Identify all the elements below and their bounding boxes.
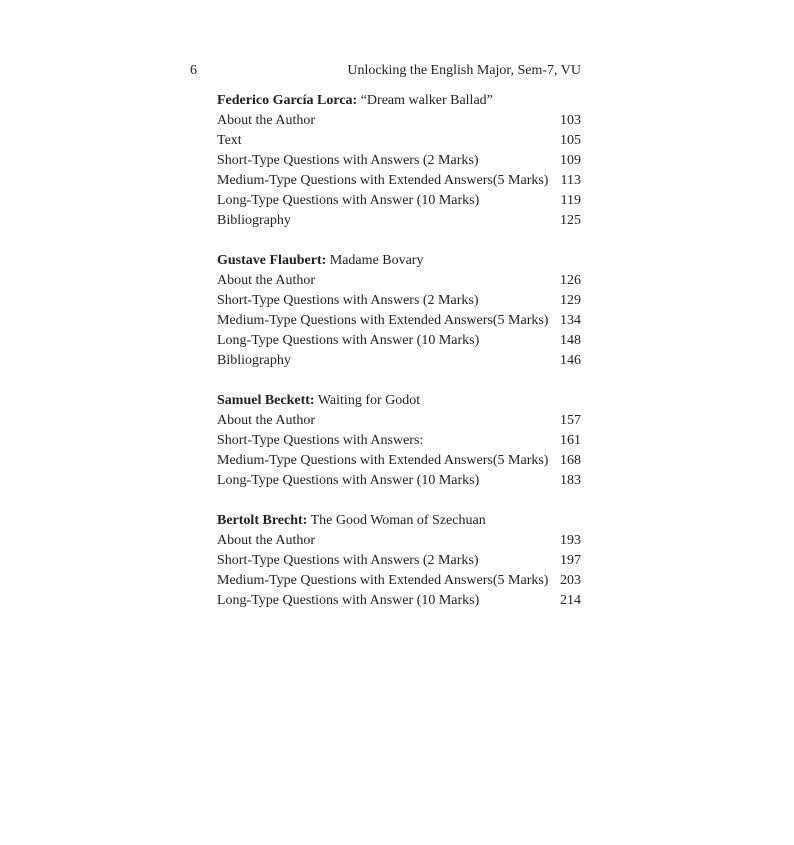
toc-entry-label: Long-Type Questions with Answer (10 Marks) [217, 593, 480, 608]
toc-entry-label: Medium-Type Questions with Extended Answers(5 Marks) [217, 573, 549, 588]
toc-entry-page: 197 [560, 553, 581, 568]
page-number: 6 [190, 63, 197, 78]
toc-entry-label: About the Author [217, 273, 315, 288]
toc-entry [217, 291, 581, 311]
toc-entry-label: Short-Type Questions with Answers (2 Marks) [217, 153, 479, 168]
toc-entry-page: 125 [560, 213, 581, 228]
toc-entry [217, 571, 581, 591]
toc-entry-label: Long-Type Questions with Answer (10 Marks) [217, 193, 480, 208]
section-author: Samuel Beckett: [217, 393, 315, 408]
toc-section-lorca [217, 91, 581, 231]
toc-entry-page: 161 [560, 433, 581, 448]
toc-entry-page: 203 [560, 573, 581, 588]
section-author: Bertolt Brecht: [217, 513, 308, 528]
toc-entry [217, 331, 581, 351]
toc-entry [217, 111, 581, 131]
toc-entry-label: Short-Type Questions with Answers (2 Marks) [217, 553, 479, 568]
toc-entry [217, 271, 581, 291]
toc-entry-label: Medium-Type Questions with Extended Answers(5 Marks) [217, 173, 549, 188]
toc-entry-page: 148 [560, 333, 581, 348]
toc-entry-page: 157 [560, 413, 581, 428]
toc-entry-label: About the Author [217, 113, 315, 128]
toc-entry-label: Medium-Type Questions with Extended Answers(5 Marks) [217, 453, 549, 468]
toc-entry-label: Bibliography [217, 353, 291, 368]
toc-entry [217, 171, 581, 191]
toc-entry [217, 431, 581, 451]
toc-entry-label: Text [217, 133, 242, 148]
section-author: Federico García Lorca: [217, 93, 358, 108]
toc-entry-label: Medium-Type Questions with Extended Answers(5 Marks) [217, 313, 549, 328]
toc-entry [217, 131, 581, 151]
toc-entry-label: Long-Type Questions with Answer (10 Marks) [217, 473, 480, 488]
toc-entry-page: 183 [560, 473, 581, 488]
toc-entry-page: 193 [560, 533, 581, 548]
section-work-title: The Good Woman of Szechuan [310, 513, 486, 528]
section-heading [217, 251, 581, 271]
section-heading [217, 91, 581, 111]
toc-entry-label: Long-Type Questions with Answer (10 Marks) [217, 333, 480, 348]
toc-entry [217, 351, 581, 371]
table-of-contents [217, 91, 581, 631]
section-work-title: “Dream walker Ballad” [360, 93, 493, 108]
toc-entry-page: 126 [560, 273, 581, 288]
toc-entry-page: 168 [560, 453, 581, 468]
toc-entry-page: 134 [560, 313, 581, 328]
toc-entry [217, 591, 581, 611]
toc-entry-page: 129 [560, 293, 581, 308]
section-author: Gustave Flaubert: [217, 253, 327, 268]
toc-entry-label: Bibliography [217, 213, 291, 228]
toc-entry [217, 531, 581, 551]
section-work-title: Waiting for Godot [317, 393, 421, 408]
toc-entry-page: 109 [560, 153, 581, 168]
toc-entry-label: About the Author [217, 413, 315, 428]
toc-section-beckett [217, 391, 581, 491]
toc-entry [217, 411, 581, 431]
toc-entry [217, 471, 581, 491]
toc-entry-label: Short-Type Questions with Answers (2 Marks) [217, 293, 479, 308]
toc-section-flaubert [217, 251, 581, 371]
toc-entry-label: About the Author [217, 533, 315, 548]
toc-entry [217, 451, 581, 471]
toc-entry-page: 105 [560, 133, 581, 148]
toc-entry [217, 191, 581, 211]
toc-section-brecht [217, 511, 581, 611]
toc-entry [217, 211, 581, 231]
toc-entry-page: 214 [560, 593, 581, 608]
toc-entry [217, 151, 581, 171]
toc-entry-page: 146 [560, 353, 581, 368]
running-header: Unlocking the English Major, Sem-7, VU [347, 63, 581, 78]
toc-entry-page: 113 [560, 173, 581, 188]
toc-entry-page: 103 [560, 113, 581, 128]
section-work-title: Madame Bovary [329, 253, 424, 268]
section-heading [217, 511, 581, 531]
toc-entry-page: 119 [560, 193, 581, 208]
toc-entry-label: Short-Type Questions with Answers: [217, 433, 424, 448]
toc-entry [217, 311, 581, 331]
toc-entry [217, 551, 581, 571]
section-heading [217, 391, 581, 411]
